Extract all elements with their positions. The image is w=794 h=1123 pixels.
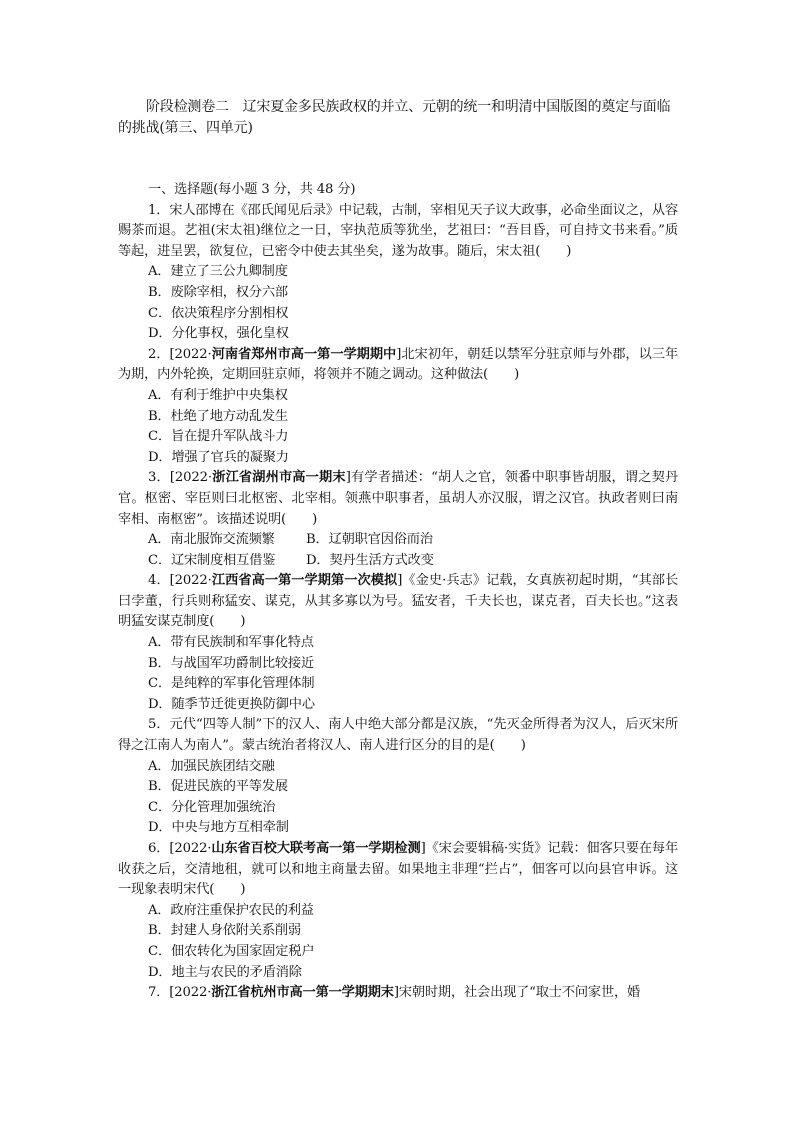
option: A．加强民族团结交融: [148, 758, 275, 774]
option: D．增强了官兵的凝聚力: [148, 449, 289, 465]
option: C．依决策程序分割相权: [148, 305, 289, 321]
option: C．佃农转化为国家固定税户: [148, 943, 315, 959]
option: A．政府注重保护农民的利益: [148, 902, 314, 918]
question-6: [118, 839, 678, 901]
section-heading: 一、选择题(每小题 3 分，共 48 分): [148, 182, 356, 197]
option: B．与战国军功爵制比较接近: [148, 655, 314, 671]
option-row: [118, 551, 678, 572]
question-source: 江西省高一第一学期第一次模拟: [211, 573, 398, 589]
question-content: [118, 180, 678, 1004]
option: B．杜绝了地方动乱发生: [148, 408, 288, 424]
option: D．分化事权，强化皇权: [148, 326, 289, 342]
option: A．南北服饰交流频繁: [148, 532, 275, 548]
question-text: ]宋朝时期，社会出现了“取士不问家世，婚: [393, 985, 641, 1001]
question-source: 浙江省湖州市高一期末: [211, 470, 346, 486]
question-source: 浙江省杭州市高一第一学期期末: [211, 985, 394, 1001]
document-title: [118, 97, 678, 139]
option: D．契丹生活方式改变: [306, 552, 434, 568]
option: A．有利于维护中央集权: [148, 387, 288, 403]
option: C．旨在提升军队战斗力: [148, 429, 289, 445]
question-1: 1．宋人邵博在《邵氏闻见后录》中记载，古制，宰相见天子议大政事，必命坐面议之，从容赐茶而退。艺祖(宋太祖)继位之一日，宰执范质等犹坐，艺祖曰：“吾目昏，可自持文书来看。”质等起，进呈罢，欲复位，已密令中使去其坐矣，遂为故事。随后，宋太祖( ): [118, 202, 678, 259]
option: B．封建人身依附关系削弱: [148, 923, 301, 939]
question-number: 6．[2022·: [148, 841, 212, 856]
option: B．促进民族的平等发展: [148, 779, 288, 795]
option-row: [118, 530, 678, 551]
question-source: 山东省百校大联考高一第一学期检测: [211, 841, 421, 856]
question-text: ]有学者描述：“胡人之官，领番中职事皆胡服，谓之契丹官。枢密、宰臣则曰北枢密、北宰相。领燕中职事者，虽胡人亦汉服，谓之汉官。执政者则曰南宰相、南枢密”。该描述说明( ): [118, 470, 678, 527]
question-4: [118, 571, 678, 633]
option: D．中央与地方互相牵制: [148, 820, 289, 836]
question-3: [118, 468, 678, 530]
title-line-1: 阶段检测卷二 辽宋夏金多民族政权的并立、元朝的统一和明清中国版图的奠定与面临: [146, 99, 671, 115]
option: D．随季节迁徙更换防御中心: [148, 696, 315, 712]
question-7: [118, 983, 678, 1004]
question-text: ]北宋初年，朝廷以禁军分驻京师与外郡，以三年为期，内外轮换，定期回驻京师，将领并不随之调动。这种做法( ): [118, 346, 679, 383]
option: A．建立了三公九卿制度: [148, 264, 288, 280]
question-5: 5．元代“四等人制”下的汉人、南人中绝大部分都是汉族，“先灭金所得者为汉人，后灭宋所得之江南人为南人”。蒙古统治者将汉人、南人进行区分的目的是( ): [118, 717, 678, 754]
question-text: ]《金史·兵志》记载，女真族初起时期，“其部长曰孛董，行兵则称猛安、谋克，从其多寡以为号。猛安者，千夫长也，谋克者，百夫长也。”这表明猛安谋克制度( ): [118, 573, 678, 630]
question-2: [118, 345, 678, 386]
option: C．分化管理加强统治: [148, 799, 276, 815]
option: D．地主与农民的矛盾消除: [148, 964, 302, 980]
option: B．废除宰相，权分六部: [148, 284, 288, 300]
question-number: 3．[2022·: [148, 470, 212, 486]
option: A．带有民族制和军事化特点: [148, 635, 314, 651]
question-number: 7．[2022·: [148, 985, 212, 1001]
option: B．辽朝职官因俗而治: [306, 532, 433, 548]
title-line-2: 的挑战(第三、四单元): [118, 120, 253, 136]
option: C．辽宋制度相互借鉴: [148, 552, 276, 568]
question-source: 河南省郑州市高一第一学期期中: [211, 346, 397, 362]
option: C．是纯粹的军事化管理体制: [148, 676, 315, 692]
question-number: 2．[2022·: [148, 346, 212, 362]
question-number: 4．[2022·: [148, 573, 212, 589]
question-text: ]《宋会要辑稿·实货》记载：佃客只要在每年收获之后，交清地租，就可以和地主商量去留。如果地主非理“拦占”，佃客可以向县官申诉。这一现象表明宋代( ): [118, 841, 679, 898]
